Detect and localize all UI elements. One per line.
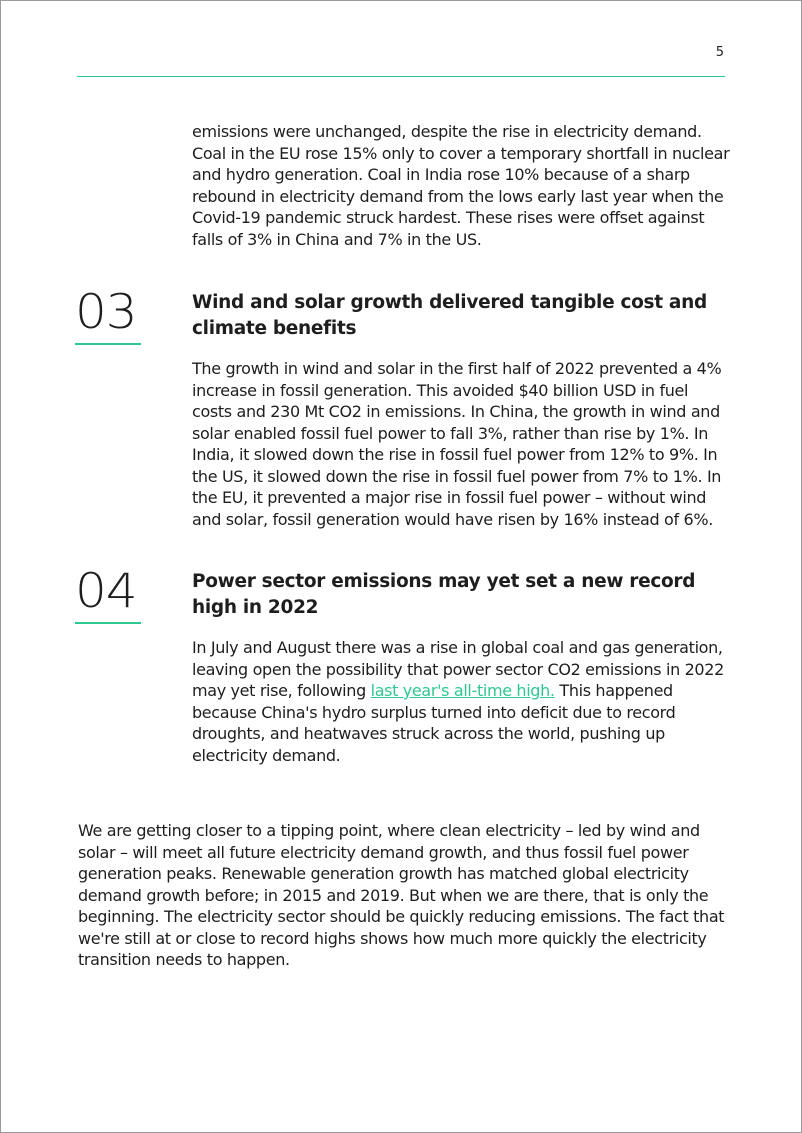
intro-paragraph: emissions were unchanged, despite the rise in electricity demand. Coal in the EU rose 15% only to cover a temporary shortfall in nuclear and hydro generation. Coal in India rose 10% because of a sharp rebound in electricity demand from the lows early last year when the Covid-19 pandemic struck hardest. These rises were offset against falls of 3% in China and 7% in the US. (192, 122, 730, 249)
section-03-number: 03 (75, 284, 137, 340)
section-04-body (192, 637, 732, 766)
page-number: 5 (715, 45, 724, 60)
section-04-underline (75, 622, 141, 624)
header-divider (77, 76, 725, 77)
section-03-body: The growth in wind and solar in the first half of 2022 prevented a 4% increase in fossil generation. This avoided $40 billion USD in fuel costs and 230 Mt CO2 in emissions. In China, the growth in wind and solar enabled fossil fuel power to fall 3%, rather than rise by 1%. In India, it slowed down the rise in fossil fuel power from 12% to 9%. In the US, it slowed down the rise in fossil fuel power from 7% to 1%. In the EU, it prevented a major rise in fossil fuel power – without wind and solar, fossil generation would have risen by 16% instead of 6%. (192, 359, 722, 529)
section-04-body-before-link: In July and August there was a rise in global coal and gas generation, leaving open the possibility that power sector CO2 emissions in 2022 may yet rise, following (192, 638, 724, 700)
all-time-high-link[interactable]: last year's all-time high. (370, 681, 555, 700)
section-04-body-after-link: This happened because China's hydro surplus turned into deficit due to record droughts, and heatwaves struck across the world, pushing up electricity demand. (192, 681, 676, 765)
section-04-number: 04 (75, 563, 137, 619)
section-03-underline (75, 343, 141, 345)
section-04-title: Power sector emissions may yet set a new record high in 2022 (192, 571, 696, 618)
closing-paragraph: We are getting closer to a tipping point, where clean electricity – led by wind and solar – will meet all future electricity demand growth, and thus fossil fuel power generation peaks. Renewable generation growth has matched global electricity demand growth before; in 2015 and 2019. But when we are there, that is only the beginning. The electricity sector should be quickly reducing emissions. The fact that we're still at or close to record highs shows how much more quickly the electricity transition needs to happen. (78, 821, 725, 969)
section-03-title: Wind and solar growth delivered tangible cost and climate benefits (192, 292, 707, 339)
